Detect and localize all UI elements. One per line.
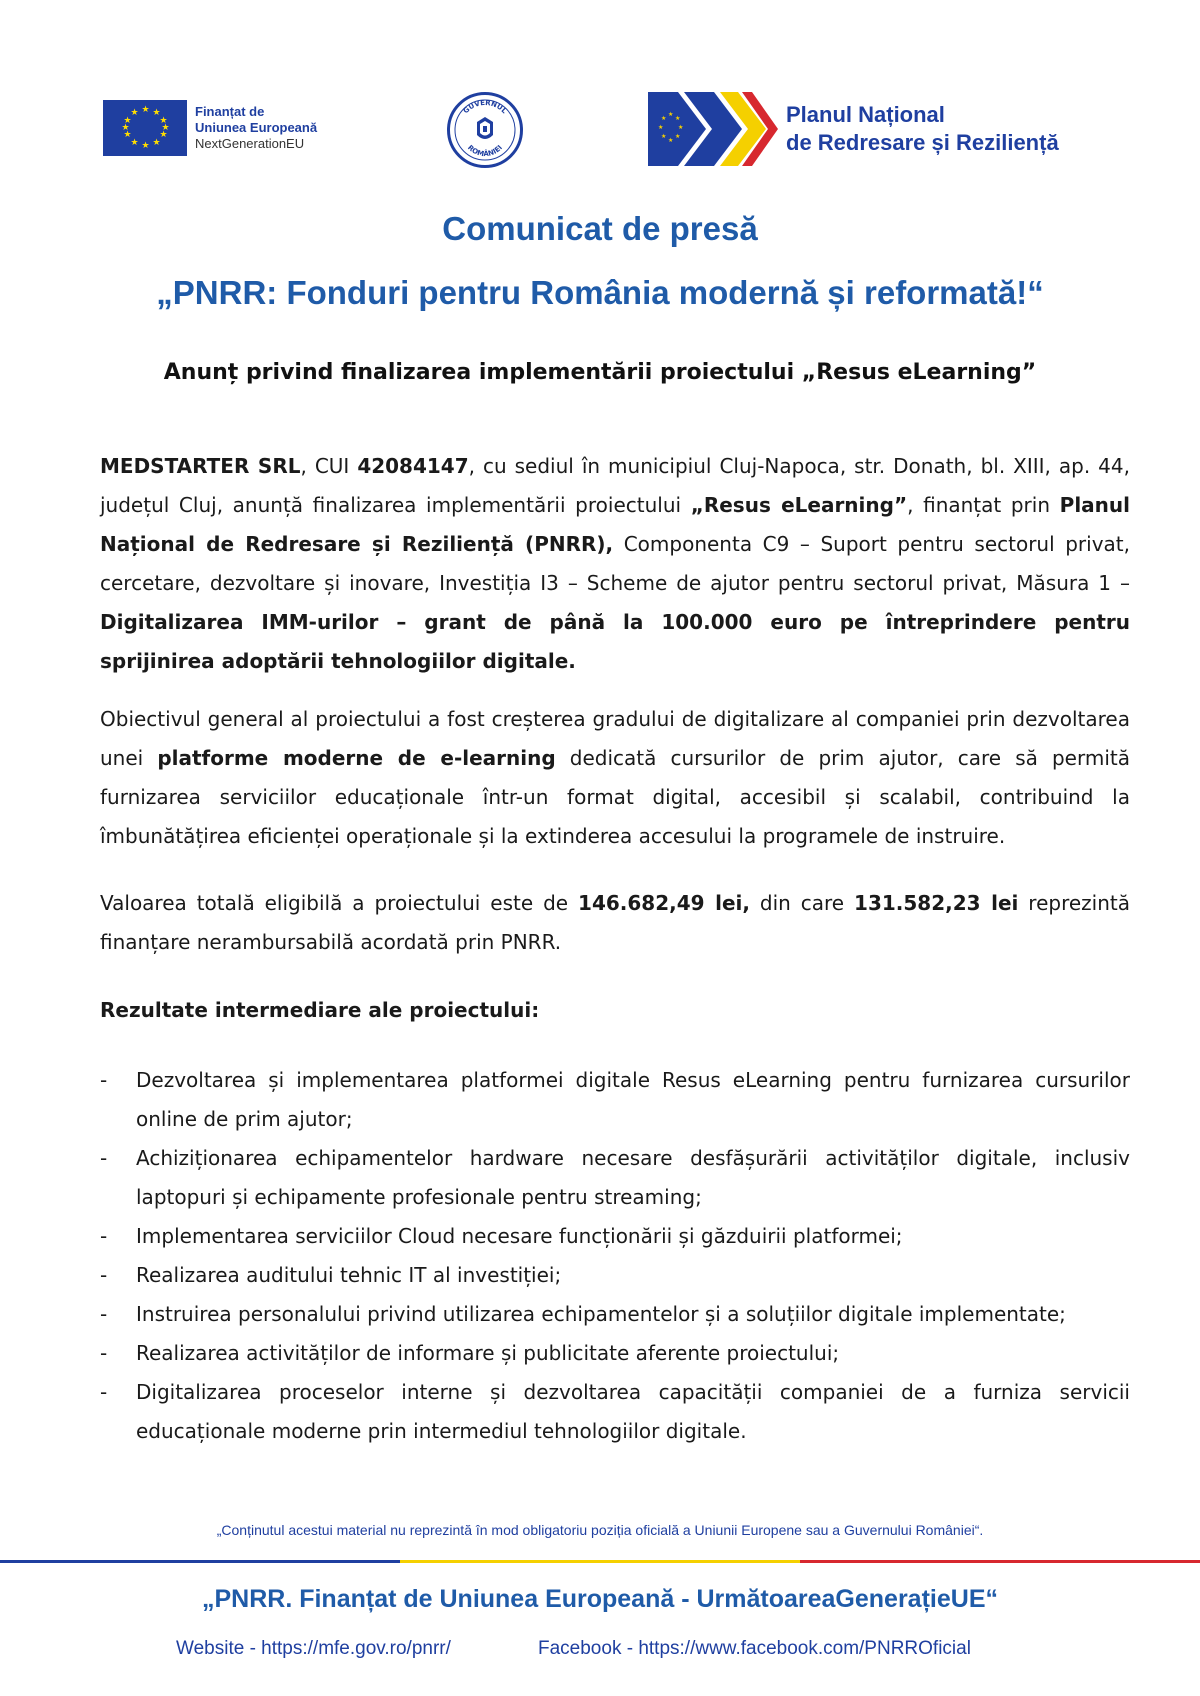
list-item-text: Dezvoltarea și implementarea platformei digitale Resus eLearning pentru furnizarea cursurilor online de prim ajutor; — [136, 1068, 1130, 1131]
list-item — [100, 1061, 1130, 1139]
p2-text-1: Obiectivul general al proiectului a fost creșterea gradului de digitalizare al companiei prin dezvoltarea unei — [100, 707, 1130, 770]
paragraph-beneficiary — [100, 447, 1130, 681]
page-title: Comunicat de presă — [442, 210, 758, 247]
svg-text:★: ★ — [675, 133, 681, 140]
company-name: MEDSTARTER SRL — [100, 454, 301, 478]
list-item — [100, 1295, 1130, 1334]
divider-blue — [0, 1560, 400, 1563]
list-item-text: Realizarea auditului tehnic IT al investiției; — [136, 1263, 562, 1287]
eu-logo-line2: Uniunea Europeană — [195, 120, 318, 135]
list-item — [100, 1256, 1130, 1295]
footer-disclaimer: „Conținutul acestui material nu reprezintă în mod obligatoriu poziția oficială a Uniunii Europene sau a Guvernului României“. — [216, 1522, 984, 1538]
pnrr-chevron-icon — [648, 92, 778, 166]
list-bullet: - — [100, 1263, 108, 1287]
svg-text:★: ★ — [668, 111, 674, 118]
eu-logo-line3: NextGenerationEU — [195, 136, 305, 151]
program-name: Planul Național de Redresare și Reziliență (PNRR), — [100, 493, 1130, 556]
svg-text:★: ★ — [661, 133, 667, 140]
list-bullet: - — [100, 1068, 108, 1092]
announcement-heading: Anunț privind finalizarea implementării proiectului „Resus eLearning” — [163, 360, 1037, 385]
page-subtitle: „PNRR: Fonduri pentru România modernă și reformată!“ — [156, 274, 1044, 311]
p3-text-1: Valoarea totală eligibilă a proiectului este de — [100, 891, 579, 915]
project-name: „Resus eLearning” — [690, 493, 908, 517]
eu-flag-icon: ★ ★ ★ ★ ★ ★ ★ ★ ★ ★ ★ ★ — [103, 100, 187, 156]
list-bullet: - — [100, 1341, 108, 1365]
p1-text-8: Componenta C9 – Suport pentru sectorul privat, cercetare, dezvoltare și inovare, Investiția I3 – Scheme de ajutor pentru sectorul privat, Măsura 1 – — [100, 532, 1130, 595]
svg-text:★: ★ — [678, 124, 684, 131]
tricolor-divider — [0, 1560, 1200, 1563]
list-item-text: Realizarea activităților de informare și publicitate aferente proiectului; — [136, 1341, 840, 1365]
list-item — [100, 1139, 1130, 1217]
list-item — [100, 1217, 1130, 1256]
platform-highlight: platforme moderne de e-learning — [157, 746, 556, 770]
footer-title: „PNRR. Finanțat de Uniunea Europeană - UrmătoareaGenerațieUE“ — [201, 1585, 998, 1613]
list-item-text: Implementarea serviciilor Cloud necesare funcționării și găzduirii platformei; — [136, 1224, 903, 1248]
facebook-link[interactable]: Facebook - https://www.facebook.com/PNRROficial — [538, 1638, 971, 1659]
results-list — [100, 1061, 1130, 1451]
eu-funding-logo — [103, 100, 317, 156]
svg-text:★: ★ — [668, 137, 674, 144]
divider-yellow — [400, 1560, 800, 1563]
paragraph-value — [100, 884, 1130, 962]
svg-text:ROMÂNIEI: ROMÂNIEI — [466, 143, 505, 159]
p3-text-5: reprezintă finanțare nerambursabilă acordată prin PNRR. — [100, 891, 1131, 954]
svg-text:★: ★ — [661, 115, 667, 122]
list-bullet: - — [100, 1380, 108, 1404]
p2-text-3: dedicată cursurilor de prim ajutor, care să permită furnizarea serviciilor educaționale într-un format digital, accesibil și scalabil, contribuind la îmbunătățirea eficienței operaționale și la extinderea accesului la programele de instruire. — [100, 746, 1130, 848]
p1-text-4: , cu sediul în municipiul Cluj-Napoca, str. Donath, bl. XIII, ap. 44, județul Cluj, anunță finalizarea implementării proiectului — [100, 454, 1130, 517]
grant-value: 131.582,23 lei — [854, 891, 1019, 915]
website-link[interactable]: Website - https://mfe.gov.ro/pnrr/ — [176, 1638, 451, 1659]
pnrr-logo-line1: Planul Național — [786, 102, 945, 127]
list-item — [100, 1334, 1130, 1373]
romanian-government-seal-icon — [447, 92, 523, 168]
paragraph-objective — [100, 700, 1130, 856]
pnrr-logo-text — [786, 101, 1059, 157]
eu-logo-text — [195, 104, 317, 152]
pnrr-logo — [648, 92, 1059, 166]
list-item-text: Instruirea personalului privind utilizarea echipamentelor și a soluțiilor digitale implementate; — [136, 1302, 1066, 1326]
results-heading: Rezultate intermediare ale proiectului: — [100, 998, 540, 1022]
svg-text:★: ★ — [658, 124, 664, 131]
list-item-text: Achiziționarea echipamentelor hardware necesare desfășurării activităților digitale, inclusiv laptopuri și echipamente profesionale pentru streaming; — [136, 1146, 1130, 1209]
svg-text:GUVERNUL: GUVERNUL — [461, 98, 509, 116]
pnrr-logo-line2: de Redresare și Reziliență — [786, 130, 1059, 155]
divider-red — [800, 1560, 1200, 1563]
list-item-text: Digitalizarea proceselor interne și dezvoltarea capacității companiei de a furniza servicii educaționale moderne prin intermediul tehnologiilor digitale. — [136, 1380, 1130, 1443]
p3-text-3: din care — [749, 891, 855, 915]
list-bullet: - — [100, 1302, 108, 1326]
eu-logo-line1: Finanțat de — [195, 104, 265, 119]
p1-text-6: , finanțat prin — [907, 493, 1060, 517]
company-cui: 42084147 — [357, 454, 469, 478]
svg-text:★: ★ — [675, 115, 681, 122]
p1-text-2: , CUI — [300, 454, 358, 478]
list-bullet: - — [100, 1224, 108, 1248]
total-eligible-value: 146.682,49 lei, — [578, 891, 750, 915]
list-item — [100, 1373, 1130, 1451]
measure-name: Digitalizarea IMM-urilor – grant de până la 100.000 euro pe întreprindere pentru sprijinirea adoptării tehnologiilor digitale. — [100, 610, 1130, 673]
list-bullet: - — [100, 1146, 108, 1170]
